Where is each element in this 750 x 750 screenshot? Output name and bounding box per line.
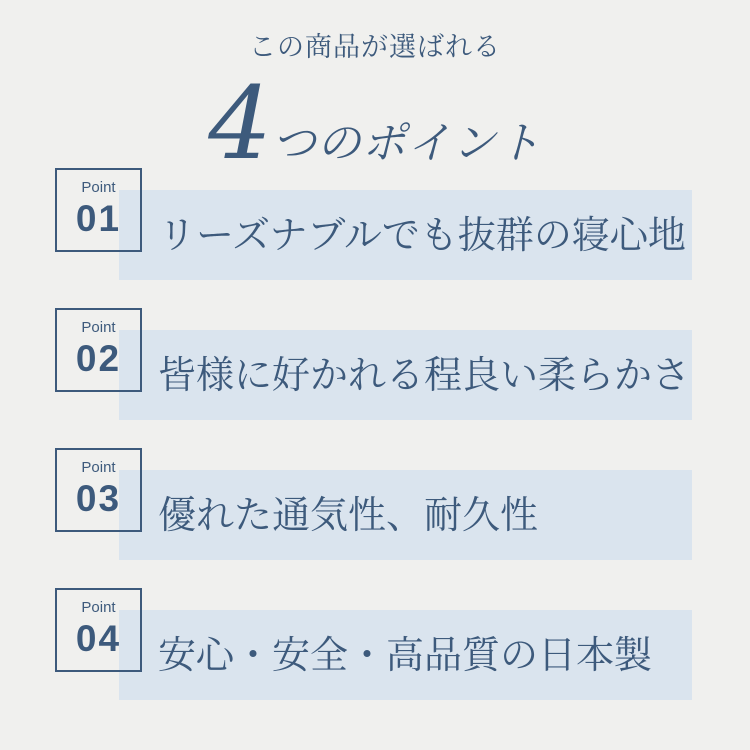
point-badge [55, 448, 142, 532]
point-badge-label: Point [81, 179, 116, 197]
point-band [119, 610, 692, 700]
point-band [119, 330, 692, 420]
point-row [0, 168, 750, 308]
banner-subtitle: この商品が選ばれる [249, 32, 501, 63]
point-badge [55, 308, 142, 392]
title-suffix: つのポイント [271, 118, 542, 169]
point-text: 優れた通気性、耐久性 [158, 493, 539, 537]
point-band [119, 470, 692, 560]
point-badge-number: 02 [75, 338, 122, 380]
point-row [0, 308, 750, 448]
banner-title [0, 65, 750, 182]
point-badge [55, 168, 142, 252]
point-text: 皆様に好かれる程良い柔らかさ [158, 353, 691, 397]
point-badge-number: 01 [75, 198, 122, 240]
point-band [119, 190, 692, 280]
point-badge-number: 04 [75, 618, 122, 660]
point-row [0, 448, 750, 588]
point-badge-label: Point [81, 459, 116, 477]
point-text: 安心・安全・高品質の日本製 [158, 633, 653, 677]
point-badge [55, 588, 142, 672]
title-number: 4 [208, 65, 272, 182]
point-badge-number: 03 [75, 478, 122, 520]
point-text: リーズナブルでも抜群の寝心地 [158, 213, 686, 257]
point-badge-label: Point [81, 599, 116, 617]
point-badge-label: Point [81, 319, 116, 337]
point-row [0, 588, 750, 728]
